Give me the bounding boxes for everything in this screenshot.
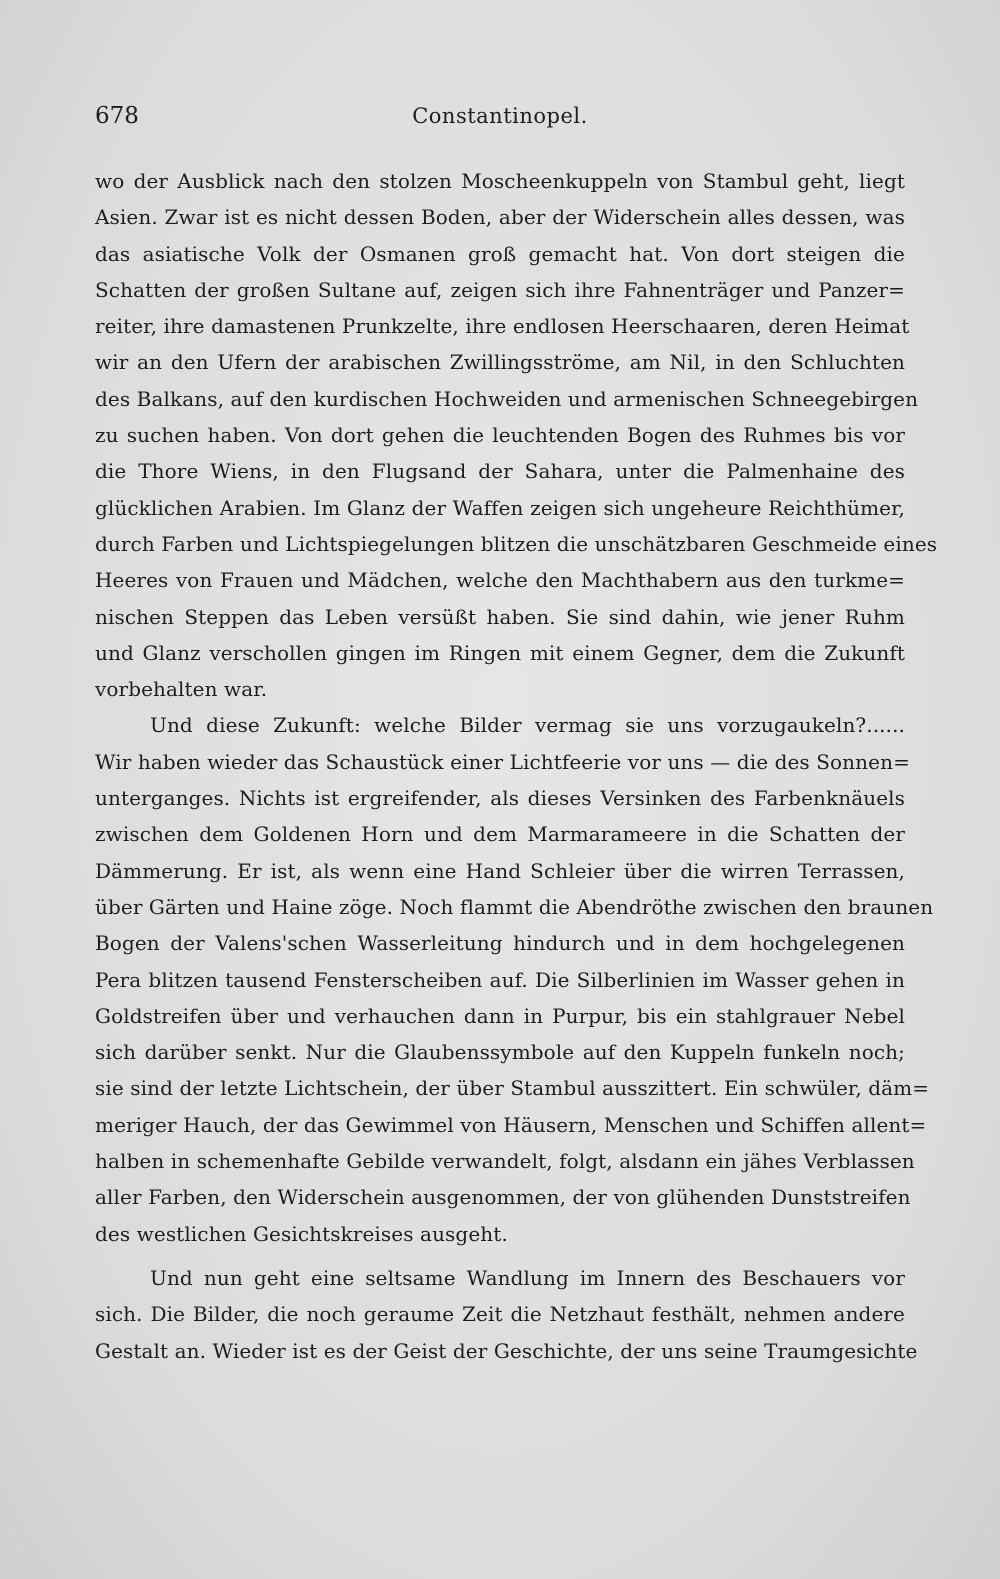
text-line: reiter, ihre damastenen Prunkzelte, ihre endlosen Heerschaaren, deren Heimat xyxy=(95,314,910,339)
page-header xyxy=(95,100,905,136)
text-line: zwischen dem Goldenen Horn und dem Marmarameere in die Schatten der xyxy=(95,822,905,847)
text-line: des westlichen Gesichtskreises ausgeht. xyxy=(95,1221,508,1246)
text-line: Gestalt an. Wieder ist es der Geist der Geschichte, der uns seine Traumgesichte xyxy=(95,1338,918,1363)
paragraph-2 xyxy=(95,707,934,1251)
text-line: vorbehalten war. xyxy=(95,677,268,702)
text-line: durch Farben und Lichtspiegelungen blitzen die unschätzbaren Geschmeide eines xyxy=(95,531,938,556)
text-line: Wir haben wieder das Schaustück einer Lichtfeerie vor uns — die des Sonnen= xyxy=(95,749,910,774)
text-line: über Gärten und Haine zöge. Noch flammt die Abendröthe zwischen den braunen xyxy=(95,894,934,919)
text-line: aller Farben, den Widerschein ausgenommen, der von glühenden Dunststreifen xyxy=(95,1185,911,1210)
text-line: Pera blitzen tausend Fensterscheiben auf. Die Silberlinien im Wasser gehen in xyxy=(95,967,905,992)
text-line: das asiatische Volk der Osmanen groß gemacht hat. Von dort steigen die xyxy=(95,241,905,266)
paragraph-1 xyxy=(95,163,938,707)
text-line: wir an den Ufern der arabischen Zwillingsströme, am Nil, in den Schluchten xyxy=(95,350,905,375)
text-line: und Glanz verschollen gingen im Ringen mit einem Gegner, dem die Zukunft xyxy=(95,640,905,665)
text-line: Bogen der Valens'schen Wasserleitung hindurch und in dem hochgelegenen xyxy=(95,931,905,956)
text-line: sie sind der letzte Lichtschein, der über Stambul ausszittert. Ein schwüler, däm= xyxy=(95,1076,930,1101)
text-line: zu suchen haben. Von dort gehen die leuchtenden Bogen des Ruhmes bis vor xyxy=(95,423,905,448)
paragraph-3 xyxy=(95,1260,918,1369)
text-line: wo der Ausblick nach den stolzen Moscheenkuppeln von Stambul geht, liegt xyxy=(95,169,905,193)
text-line: Schatten der großen Sultane auf, zeigen sich ihre Fahnenträger und Panzer= xyxy=(95,277,905,302)
text-line: Und nun geht eine seltsame Wandlung im Innern des Beschauers vor xyxy=(150,1265,905,1290)
text-line: Heeres von Frauen und Mädchen, welche den Machthabern aus den turkme= xyxy=(95,568,905,593)
text-line: Goldstreifen über und verhauchen dann in Purpur, bis ein stahlgrauer Nebel xyxy=(95,1003,905,1028)
text-line: halben in schemenhafte Gebilde verwandelt, folgt, alsdann ein jähes Verblassen xyxy=(95,1149,915,1174)
running-title: Constantinopel. xyxy=(412,104,588,128)
text-line: meriger Hauch, der das Gewimmel von Häusern, Menschen und Schiffen allent= xyxy=(95,1112,927,1137)
page-number: 678 xyxy=(95,103,139,129)
text-line: Asien. Zwar ist es nicht dessen Boden, aber der Widerschein alles dessen, was xyxy=(95,205,905,230)
text-line: Und diese Zukunft: welche Bilder vermag sie uns vorzugaukeln?...... xyxy=(150,713,905,738)
text-line: Dämmerung. Er ist, als wenn eine Hand Schleier über die wirren Terrassen, xyxy=(95,858,905,883)
text-line: nischen Steppen das Leben versüßt haben. Sie sind dahin, wie jener Ruhm xyxy=(95,604,905,629)
text-line: sich. Die Bilder, die noch geraume Zeit die Netzhaut festhält, nehmen andere xyxy=(95,1302,905,1327)
text-line: unterganges. Nichts ist ergreifender, als dieses Versinken des Farbenknäuels xyxy=(95,786,905,811)
paragraph-gap xyxy=(95,1252,905,1260)
text-line: glücklichen Arabien. Im Glanz der Waffen zeigen sich ungeheure Reichthümer, xyxy=(95,495,905,520)
body-text xyxy=(95,163,938,1369)
text-line: die Thore Wiens, in den Flugsand der Sahara, unter die Palmenhaine des xyxy=(95,459,905,484)
text-line: sich darüber senkt. Nur die Glaubenssymbole auf den Kuppeln funkeln noch; xyxy=(95,1040,905,1065)
text-line: des Balkans, auf den kurdischen Hochweiden und armenischen Schneegebirgen xyxy=(95,386,919,411)
